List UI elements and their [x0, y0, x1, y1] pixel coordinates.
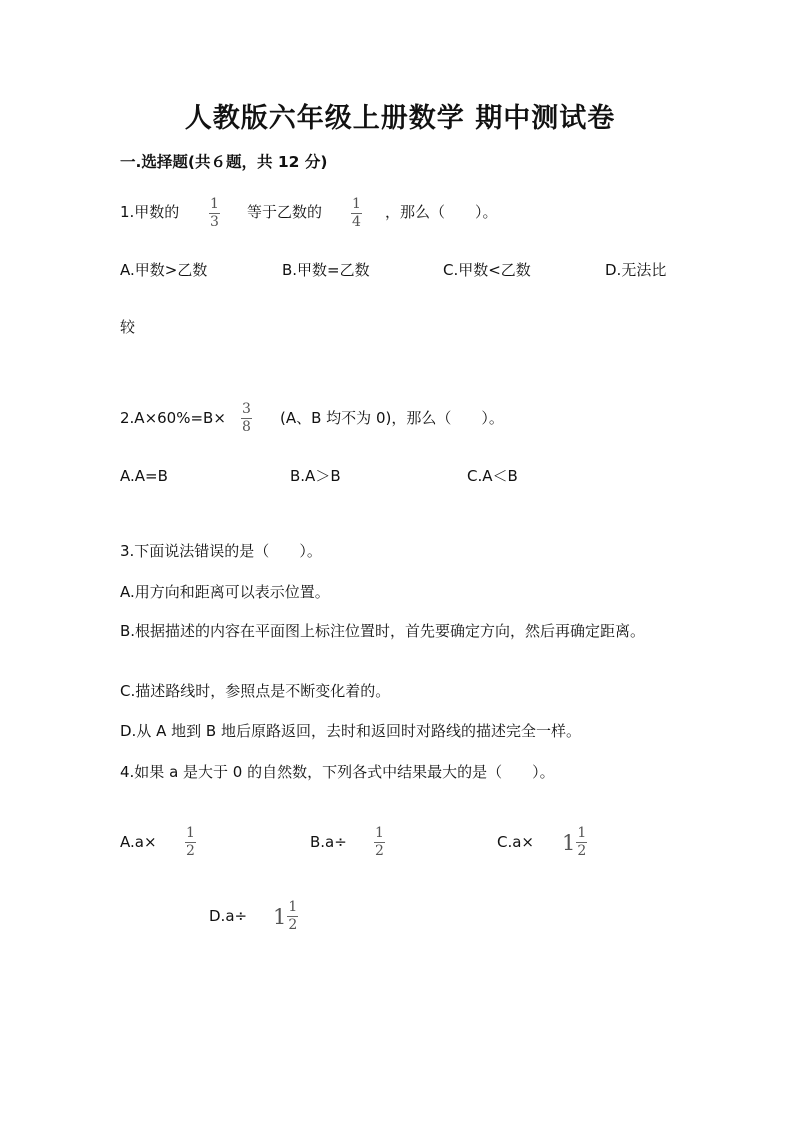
- q4-stem: 4.如果 a 是大于 0 的自然数，下列各式中结果最大的是（ ）。: [120, 763, 555, 781]
- q1-option-d-wrap: 较: [120, 318, 136, 336]
- q4-option-d-mixed-number: [273, 900, 298, 933]
- q1-option-a[interactable]: A.甲数>乙数: [120, 261, 208, 279]
- q1-option-b[interactable]: B.甲数=乙数: [282, 261, 370, 279]
- q4-option-b[interactable]: B.a÷: [310, 833, 347, 851]
- q4-option-a-fraction: [185, 826, 196, 859]
- q1-stem-start: 1.甲数的: [120, 203, 180, 221]
- q2-fraction: [241, 402, 252, 435]
- q1-stem-middle: 等于乙数的: [247, 203, 323, 221]
- q4-option-a[interactable]: A.a×: [120, 833, 157, 851]
- fraction-denominator: 2: [577, 843, 587, 859]
- fraction-denominator: 2: [186, 843, 195, 859]
- mixed-whole: 1: [562, 830, 576, 855]
- page-title: 人教版六年级上册数学 期中测试卷: [184, 103, 616, 134]
- fraction-denominator: 2: [375, 843, 384, 859]
- q4-option-c-mixed-number: [562, 826, 587, 859]
- mixed-whole: 1: [273, 904, 287, 929]
- q1-option-c[interactable]: C.甲数<乙数: [443, 261, 531, 279]
- fraction-numerator: 1: [577, 825, 587, 841]
- q2-option-c[interactable]: C.A＜B: [467, 467, 518, 485]
- fraction-denominator: 4: [352, 214, 361, 230]
- mixed-fraction: [287, 900, 298, 933]
- q4-option-c[interactable]: C.a×: [497, 833, 535, 851]
- q3-option-c[interactable]: C.描述路线时，参照点是不断变化着的。: [120, 682, 391, 700]
- q1-option-d[interactable]: D.无法比: [605, 261, 667, 279]
- fraction-numerator: 1: [210, 196, 219, 212]
- q2-option-b[interactable]: B.A＞B: [290, 467, 341, 485]
- fraction-numerator: 1: [375, 825, 384, 841]
- q1-stem-end: ，那么（ ）。: [385, 203, 498, 221]
- q4-option-b-fraction: [374, 826, 385, 859]
- q3-stem: 3.下面说法错误的是（ ）。: [120, 542, 322, 560]
- q2-stem-end: (A、B 均不为 0)，那么（ ）。: [280, 409, 504, 427]
- fraction-numerator: 1: [288, 899, 298, 915]
- q1-fraction-1: [209, 197, 220, 230]
- q3-option-d[interactable]: D.从 A 地到 B 地后原路返回，去时和返回时对路线的描述完全一样。: [120, 722, 581, 740]
- q2-option-a[interactable]: A.A=B: [120, 467, 168, 485]
- mixed-fraction: [576, 826, 587, 859]
- fraction-numerator: 1: [352, 196, 361, 212]
- q2-stem-start: 2.A×60%=B×: [120, 409, 226, 427]
- fraction-denominator: 3: [210, 214, 219, 230]
- q3-option-b[interactable]: B.根据描述的内容在平面图上标注位置时，首先要确定方向，然后再确定距离。: [120, 622, 646, 640]
- section-heading: 一.选择题(共６题，共 12 分): [120, 153, 328, 171]
- q3-option-a[interactable]: A.用方向和距离可以表示位置。: [120, 583, 330, 601]
- fraction-numerator: 3: [242, 401, 251, 417]
- fraction-denominator: 8: [242, 419, 251, 435]
- q1-fraction-2: [351, 197, 362, 230]
- q4-option-d[interactable]: D.a÷: [209, 907, 248, 925]
- fraction-denominator: 2: [288, 917, 298, 933]
- fraction-numerator: 1: [186, 825, 195, 841]
